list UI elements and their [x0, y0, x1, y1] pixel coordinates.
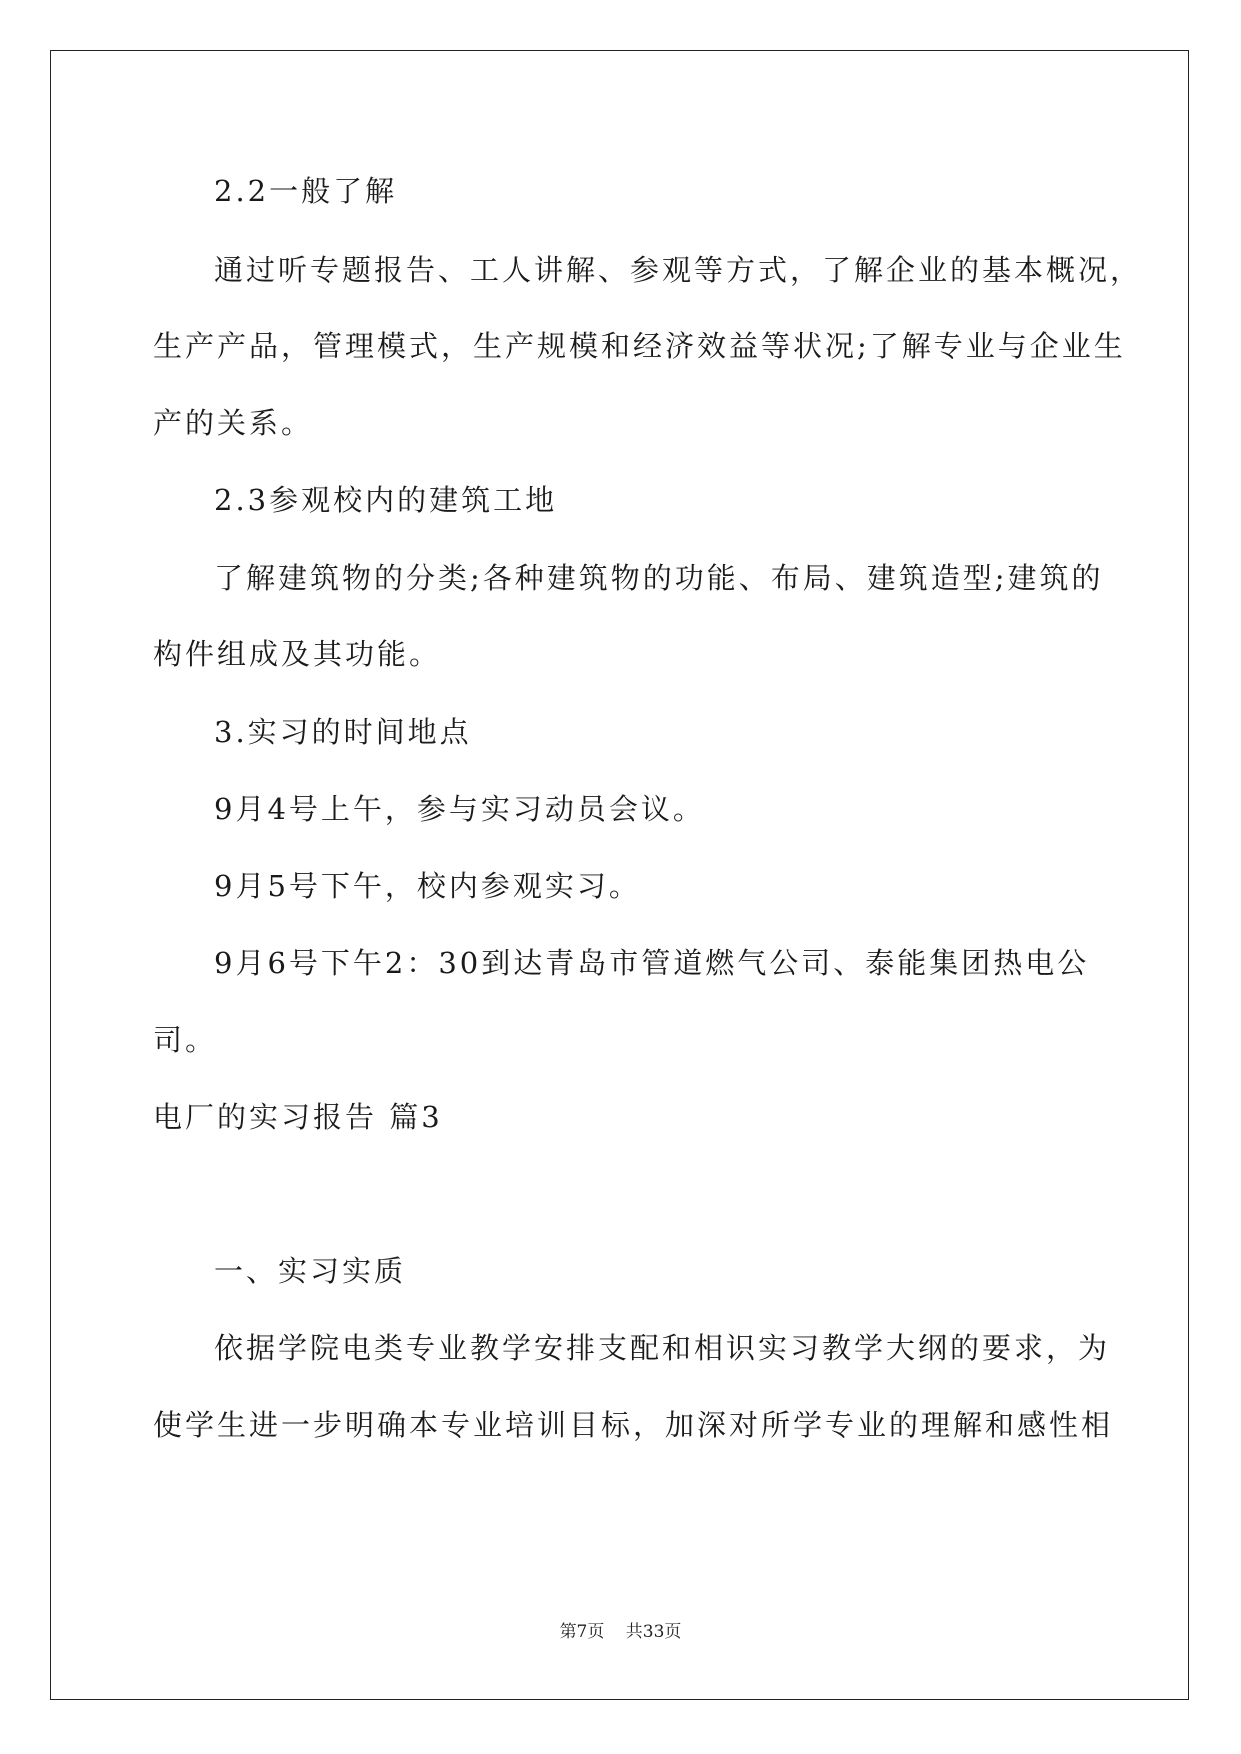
paragraph-line: 依据学院电类专业教学安排支配和相识实习教学大纲的要求，为	[214, 1331, 1111, 1365]
section-heading-2-3: 2.3参观校内的建筑工地	[214, 483, 558, 517]
paragraph-line: 9月5号下午，校内参观实习。	[214, 869, 641, 903]
section-heading-2-2: 2.2一般了解	[214, 174, 398, 208]
paragraph-line: 产的关系。	[153, 406, 314, 440]
paragraph-line: 通过听专题报告、工人讲解、参观等方式，了解企业的基本概况，	[214, 253, 1143, 287]
page-number: 第7页	[559, 1622, 605, 1642]
paragraph-line: 了解建筑物的分类;各种建筑物的功能、布局、建筑造型;建筑的	[214, 561, 1104, 595]
chapter-title: 电厂的实习报告 篇3	[153, 1100, 443, 1134]
section-heading-3: 3.实习的时间地点	[214, 715, 472, 749]
section-heading-1: 一、实习实质	[214, 1254, 407, 1288]
paragraph-line: 构件组成及其功能。	[153, 637, 442, 671]
paragraph-line: 9月4号上午，参与实习动员会议。	[214, 792, 705, 826]
page-footer	[0, 1617, 1241, 1642]
paragraph-line: 使学生进一步明确本专业培训目标，加深对所学专业的理解和感性相	[153, 1408, 1114, 1442]
paragraph-line: 9月6号下午2：30到达青岛市管道燃气公司、泰能集团热电公	[214, 946, 1090, 980]
paragraph-line: 司。	[153, 1023, 218, 1057]
paragraph-line: 生产产品，管理模式，生产规模和经济效益等状况;了解专业与企业生	[153, 329, 1126, 363]
page-total: 共33页	[625, 1622, 682, 1642]
